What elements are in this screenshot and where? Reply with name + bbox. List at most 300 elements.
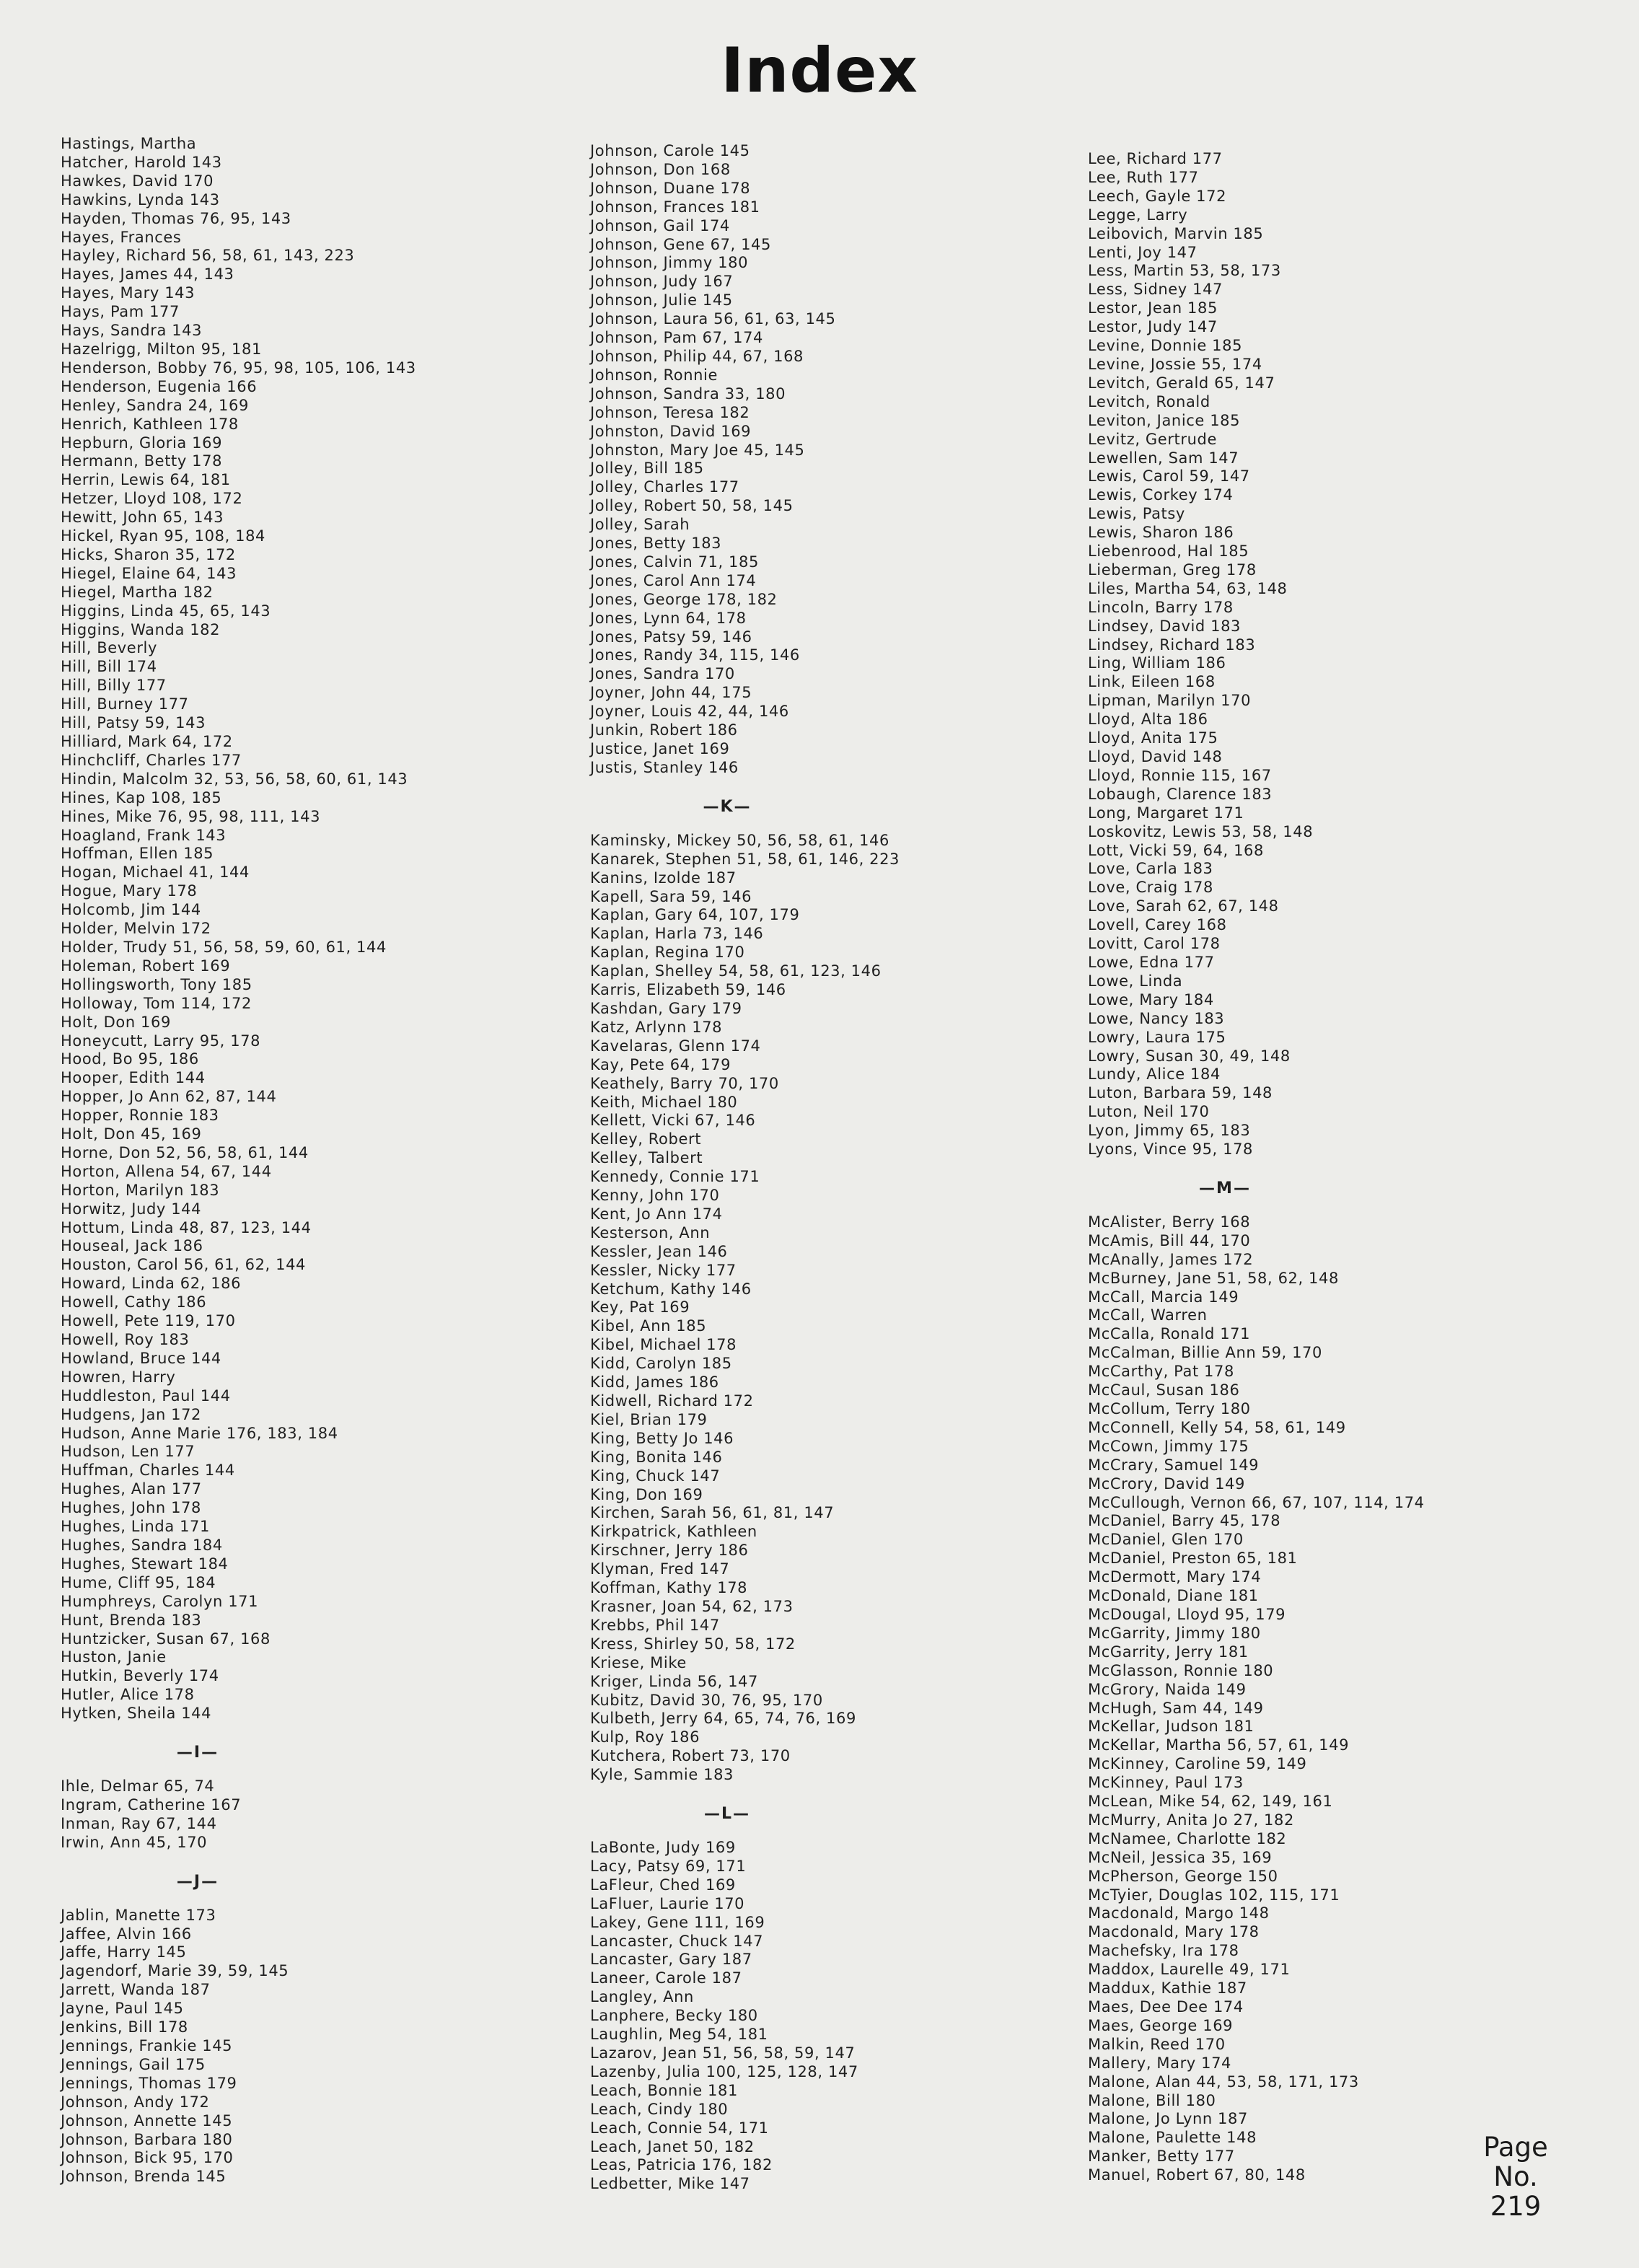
index-entry: McKinney, Caroline 59, 149 [1088,1755,1307,1773]
index-entry: Huffman, Charles 144 [61,1462,235,1480]
index-entry: Lanphere, Becky 180 [590,2007,758,2025]
index-entry: Maes, Dee Dee 174 [1088,1998,1244,2016]
index-entry: Kelley, Robert [590,1130,702,1148]
index-entry: Keathely, Barry 70, 170 [590,1074,779,1092]
page-number-value: 219 [1490,2191,1542,2222]
index-entry: McDermott, Mary 174 [1088,1568,1262,1586]
index-entry: Hetzer, Lloyd 108, 172 [61,490,243,508]
index-entry: Hudgens, Jan 172 [61,1405,202,1423]
index-entry: Lundy, Alice 184 [1088,1065,1221,1084]
index-entry: Lewis, Carol 59, 147 [1088,467,1250,485]
index-entry: Kidd, Carolyn 185 [590,1355,732,1373]
index-entry: Kennedy, Connie 171 [590,1168,760,1186]
index-entry: Jaffe, Harry 145 [61,1943,187,1961]
index-entry: Jolley, Charles 177 [590,478,739,496]
index-entry: Kanarek, Stephen 51, 58, 61, 146, 223 [590,850,900,868]
index-entry: Leech, Gayle 172 [1088,187,1227,205]
index-entry: Klyman, Fred 147 [590,1560,730,1578]
index-entry: Hill, Burney 177 [61,695,189,713]
index-entry: Lieberman, Greg 178 [1088,561,1257,579]
index-entry: Johnson, Gene 67, 145 [590,235,771,253]
index-entry: McHugh, Sam 44, 149 [1088,1699,1264,1717]
index-entry: Hottum, Linda 48, 87, 123, 144 [61,1218,312,1236]
index-entry: Jones, Carol Ann 174 [590,571,757,589]
index-entry: Lovell, Carey 168 [1088,916,1227,934]
index-entry: Hawkins, Lynda 143 [61,190,220,208]
index-entry: Lloyd, Alta 186 [1088,711,1208,729]
index-entry: McCalman, Billie Ann 59, 170 [1088,1344,1322,1362]
index-entry: McCullough, Vernon 66, 67, 107, 114, 174 [1088,1493,1425,1511]
index-entry: Hughes, Stewart 184 [61,1555,229,1573]
index-entry: Lacy, Patsy 69, 171 [590,1857,747,1875]
index-entry: Johnson, Sandra 33, 180 [590,384,786,403]
index-entry: Hayley, Richard 56, 58, 61, 143, 223 [61,247,355,265]
index-entry: Jones, Calvin 71, 185 [590,553,759,571]
index-entry: Key, Pat 169 [590,1298,690,1317]
index-entry: Hines, Mike 76, 95, 98, 111, 143 [61,807,321,825]
index-entry: Lazenby, Julia 100, 125, 128, 147 [590,2062,858,2080]
index-entry: McPherson, George 150 [1088,1867,1278,1885]
index-entry: Hoffman, Ellen 185 [61,845,214,863]
index-entry: Johnson, Julie 145 [590,291,733,309]
index-entry: Horne, Don 52, 56, 58, 61, 144 [61,1143,309,1161]
index-entry: Lancaster, Gary 187 [590,1951,752,1969]
index-entry: Hickel, Ryan 95, 108, 184 [61,527,266,545]
index-entry: Ketchum, Kathy 146 [590,1280,752,1298]
index-entry: Hermann, Betty 178 [61,452,223,470]
index-entry: Maddox, Laurelle 49, 171 [1088,1961,1291,1979]
index-entry: Liles, Martha 54, 63, 148 [1088,579,1288,597]
index-entry: McKellar, Martha 56, 57, 61, 149 [1088,1736,1350,1754]
index-entry: Justis, Stanley 146 [590,758,739,776]
index-entry: Huntzicker, Susan 67, 168 [61,1630,271,1648]
index-entry: Levitch, Gerald 65, 147 [1088,374,1275,392]
index-entry: Lazarov, Jean 51, 56, 58, 59, 147 [590,2044,856,2062]
index-column-1 [61,135,465,2186]
letter-heading: —I— [176,1744,219,1762]
letter-heading: —K— [703,797,752,816]
index-entry: Kay, Pete 64, 179 [590,1055,731,1073]
index-entry: Howell, Cathy 186 [61,1293,207,1311]
index-entry: Kibel, Michael 178 [590,1336,737,1354]
index-entry: Lovitt, Carol 178 [1088,935,1221,953]
index-entry: McCarthy, Pat 178 [1088,1363,1234,1381]
index-entry: Lestor, Judy 147 [1088,318,1218,336]
index-entry: Hazelrigg, Milton 95, 181 [61,340,262,358]
index-entry: Kriger, Linda 56, 147 [590,1672,758,1690]
index-entry: Lancaster, Chuck 147 [590,1932,764,1950]
index-entry: Machefsky, Ira 178 [1088,1942,1239,1960]
index-entry: Luton, Neil 170 [1088,1103,1210,1121]
index-entry: Justice, Janet 169 [590,740,730,757]
index-entry: Lyons, Vince 95, 178 [1088,1140,1253,1159]
index-entry: Johnson, Teresa 182 [590,403,750,421]
index-entry: Jenkins, Bill 178 [61,2018,188,2036]
index-entry: Johnson, Gail 174 [590,216,730,234]
index-entry: Kaplan, Harla 73, 146 [590,925,764,943]
index-entry: Hunt, Brenda 183 [61,1611,202,1629]
index-entry: Lakey, Gene 111, 169 [590,1913,765,1931]
index-entry: Johnston, David 169 [590,422,752,440]
index-entry: Honeycutt, Larry 95, 178 [61,1032,261,1050]
index-entry: Hill, Billy 177 [61,677,167,695]
index-entry: Ledbetter, Mike 147 [590,2175,750,2193]
index-entry: Johnson, Carole 145 [590,142,750,159]
index-entry: Krebbs, Phil 147 [590,1616,720,1634]
index-entry: Macdonald, Margo 148 [1088,1904,1270,1922]
index-entry: Kutchera, Robert 73, 170 [590,1747,791,1765]
index-entry: Hiegel, Elaine 64, 143 [61,564,237,582]
index-entry: Jaffee, Alvin 166 [61,1925,192,1943]
index-entry: Lewellen, Sam 147 [1088,449,1239,467]
index-entry: Jones, George 178, 182 [590,590,778,608]
index-entry: Kibel, Ann 185 [590,1317,707,1335]
index-entry: Lindsey, Richard 183 [1088,636,1256,654]
index-entry: Jolley, Bill 185 [590,460,704,478]
index-entry: Levine, Donnie 185 [1088,337,1243,355]
index-entry: Kidwell, Richard 172 [590,1392,754,1410]
index-entry: Malone, Paulette 148 [1088,2129,1257,2147]
index-entry: Henley, Sandra 24, 169 [61,396,249,414]
index-entry: Holder, Trudy 51, 56, 58, 59, 60, 61, 144 [61,938,387,956]
index-entry: Link, Eileen 168 [1088,673,1216,691]
index-entry: Kriese, Mike [590,1653,687,1671]
index-entry: McTyier, Douglas 102, 115, 171 [1088,1886,1340,1904]
index-entry: Kellett, Vicki 67, 146 [590,1112,756,1130]
index-entry: Ling, William 186 [1088,654,1226,672]
index-entry: McDonald, Diane 181 [1088,1587,1259,1605]
index-entry: Huston, Janie [61,1648,167,1666]
index-entry: LaBonte, Judy 169 [590,1839,736,1857]
index-entry: Hoagland, Frank 143 [61,826,227,844]
index-entry: Jolley, Robert 50, 58, 145 [590,497,794,515]
index-entry: Leach, Connie 54, 171 [590,2119,769,2137]
index-entry: Hawkes, David 170 [61,172,214,190]
index-entry: McConnell, Kelly 54, 58, 61, 149 [1088,1418,1346,1436]
index-entry: Krasner, Joan 54, 62, 173 [590,1597,794,1615]
index-entry: McAnally, James 172 [1088,1250,1254,1268]
index-entry: Hughes, Linda 171 [61,1518,210,1536]
index-entry: Karris, Elizabeth 59, 146 [590,981,786,999]
index-entry: Lowry, Susan 30, 49, 148 [1088,1047,1291,1065]
index-entry: Kaplan, Shelley 54, 58, 61, 123, 146 [590,962,882,980]
index-entry: Lloyd, Anita 175 [1088,729,1218,747]
index-entry: Hines, Kap 108, 185 [61,788,222,806]
index-entry: Hogan, Michael 41, 144 [61,863,250,882]
index-entry: Katz, Arlynn 178 [590,1018,723,1036]
index-entry: Huddleston, Paul 144 [61,1386,231,1405]
index-entry: Kulbeth, Jerry 64, 65, 74, 76, 169 [590,1710,856,1728]
index-entry: Hood, Bo 95, 186 [61,1050,199,1068]
index-column-3 [1088,150,1492,2185]
index-entry: Johnson, Barbara 180 [61,2130,233,2148]
index-entry: Joyner, John 44, 175 [590,684,752,702]
index-entry: Kanins, Izolde 187 [590,869,737,887]
index-entry: Inman, Ray 67, 144 [61,1814,217,1832]
index-entry: Hilliard, Mark 64, 172 [61,733,233,750]
index-entry: Howland, Bruce 144 [61,1349,221,1367]
index-entry: Herrin, Lewis 64, 181 [61,471,231,489]
index-entry: McAmis, Bill 44, 170 [1088,1231,1251,1249]
index-entry: McGarrity, Jimmy 180 [1088,1624,1261,1642]
index-entry: Holcomb, Jim 144 [61,901,201,919]
index-entry: Jablin, Manette 173 [61,1906,216,1924]
index-entry: Hughes, Sandra 184 [61,1536,223,1554]
index-entry: McLean, Mike 54, 62, 149, 161 [1088,1793,1333,1811]
index-entry: Hume, Cliff 95, 184 [61,1573,216,1591]
index-entry: Johnson, Ronnie [590,366,718,384]
index-entry: Hayes, Mary 143 [61,284,195,302]
index-entry: Kaplan, Regina 170 [590,944,745,962]
index-entry: Kubitz, David 30, 76, 95, 170 [590,1691,823,1709]
index-entry: Kavelaras, Glenn 174 [590,1037,761,1055]
index-entry: Hicks, Sharon 35, 172 [61,545,236,563]
index-entry: Hiegel, Martha 182 [61,583,214,601]
index-entry: Leach, Janet 50, 182 [590,2137,755,2155]
index-entry: Lott, Vicki 59, 64, 168 [1088,841,1264,859]
index-entry: McDaniel, Barry 45, 178 [1088,1512,1281,1530]
index-entry: Johnson, Don 168 [590,160,731,178]
index-entry: Hooper, Edith 144 [61,1069,206,1087]
index-entry: Hughes, John 178 [61,1499,201,1517]
index-entry: Lewis, Patsy [1088,505,1185,523]
index-entry: McBurney, Jane 51, 58, 62, 148 [1088,1269,1339,1287]
index-entry: Hopper, Jo Ann 62, 87, 144 [61,1088,277,1106]
index-entry: McNeil, Jessica 35, 169 [1088,1848,1273,1866]
index-entry: Lowe, Edna 177 [1088,953,1215,971]
index-entry: Lewis, Sharon 186 [1088,524,1234,542]
index-entry: Levitch, Ronald [1088,392,1210,410]
index-entry: Laughlin, Meg 54, 181 [590,2026,768,2044]
index-entry: King, Chuck 147 [590,1467,721,1485]
index-entry: Kaplan, Gary 64, 107, 179 [590,906,800,924]
letter-heading: —L— [703,1805,751,1824]
index-entry: Johnson, Bick 95, 170 [61,2149,234,2167]
index-entry: Jennings, Thomas 179 [61,2074,237,2092]
index-entry: Hopper, Ronnie 183 [61,1107,219,1125]
index-entry: Kapell, Sara 59, 146 [590,887,752,905]
index-entry: Kent, Jo Ann 174 [590,1205,723,1223]
index-entry: Jarrett, Wanda 187 [61,1981,211,1999]
index-entry: Hill, Patsy 59, 143 [61,714,206,732]
index-entry: Liebenrood, Hal 185 [1088,542,1249,561]
index-entry: Jones, Sandra 170 [590,665,735,683]
index-entry: Long, Margaret 171 [1088,804,1244,822]
index-entry: Kessler, Nicky 177 [590,1261,737,1279]
index-entry: Kessler, Jean 146 [590,1242,728,1260]
index-entry: Holder, Melvin 172 [61,920,211,938]
index-entry: Jones, Patsy 59, 146 [590,628,752,646]
index-entry: Mallery, Mary 174 [1088,2054,1231,2072]
index-entry: Hollingsworth, Tony 185 [61,975,252,993]
index-entry: Hudson, Anne Marie 176, 183, 184 [61,1424,338,1442]
index-entry: Johnson, Laura 56, 61, 63, 145 [590,310,836,328]
index-entry: Johnson, Jimmy 180 [590,254,749,272]
index-entry: Lincoln, Barry 178 [1088,598,1234,616]
index-entry: Johnson, Andy 172 [61,2093,210,2111]
index-entry: Ingram, Catherine 167 [61,1796,242,1814]
index-entry: Irwin, Ann 45, 170 [61,1833,208,1851]
index-entry: McCaul, Susan 186 [1088,1381,1240,1399]
index-entry: Lobaugh, Clarence 183 [1088,785,1273,803]
index-entry: Laneer, Carole 187 [590,1969,742,1987]
index-entry: Hastings, Martha [61,135,197,152]
index-entry: Hayes, James 44, 143 [61,265,234,284]
index-entry: Hatcher, Harold 143 [61,153,222,171]
index-entry: Love, Craig 178 [1088,879,1213,897]
page-number [1469,2132,1563,2221]
index-entry: Kashdan, Gary 179 [590,999,742,1017]
index-entry: Maddux, Kathie 187 [1088,1979,1247,1997]
index-entry: Hutler, Alice 178 [61,1686,195,1704]
index-entry: Love, Sarah 62, 67, 148 [1088,897,1279,915]
index-entry: Leviton, Janice 185 [1088,411,1241,429]
index-entry: Kirchen, Sarah 56, 61, 81, 147 [590,1504,835,1522]
index-entry: McCall, Warren [1088,1306,1208,1324]
index-entry: Lenti, Joy 147 [1088,243,1198,261]
index-entry: Henderson, Bobby 76, 95, 98, 105, 106, 143 [61,359,416,377]
index-entry: Hayden, Thomas 76, 95, 143 [61,209,291,227]
index-entry: Holt, Don 169 [61,1013,171,1031]
index-entry: Lindsey, David 183 [1088,617,1242,635]
index-entry: McGlasson, Ronnie 180 [1088,1661,1274,1679]
index-entry: King, Bonita 146 [590,1448,723,1466]
index-entry: Levine, Jossie 55, 174 [1088,355,1262,373]
index-entry: Hogue, Mary 178 [61,882,198,900]
index-entry: Jagendorf, Marie 39, 59, 145 [61,1962,289,1980]
index-entry: Luton, Barbara 59, 148 [1088,1084,1273,1102]
index-entry: Jayne, Paul 145 [61,2000,184,2018]
index-entry: Lowe, Mary 184 [1088,990,1214,1008]
index-entry: Lee, Ruth 177 [1088,168,1199,186]
index-entry: Lee, Richard 177 [1088,150,1223,167]
index-entry: Love, Carla 183 [1088,860,1213,878]
index-entry: Hepburn, Gloria 169 [61,434,223,452]
index-entry: Malone, Jo Lynn 187 [1088,2110,1248,2128]
index-entry: Lloyd, Ronnie 115, 167 [1088,766,1272,784]
letter-heading: —J— [176,1872,219,1891]
index-entry: Kidd, James 186 [590,1373,719,1392]
index-entry: McNamee, Charlotte 182 [1088,1829,1287,1847]
index-entry: McGarrity, Jerry 181 [1088,1643,1249,1661]
index-entry: Hindin, Malcolm 32, 53, 56, 58, 60, 61, 143 [61,770,408,788]
index-entry: Hughes, Alan 177 [61,1480,202,1498]
index-entry: Hays, Sandra 143 [61,322,203,340]
index-entry: McCown, Jimmy 175 [1088,1437,1249,1455]
index-entry: Holt, Don 45, 169 [61,1125,202,1143]
index-entry: Johnson, Frances 181 [590,198,760,216]
index-entry: Holloway, Tom 114, 172 [61,994,252,1012]
index-entry: Higgins, Linda 45, 65, 143 [61,602,271,620]
index-entry: King, Don 169 [590,1485,703,1503]
page-number-label: Page [1483,2132,1548,2163]
index-entry: Horton, Allena 54, 67, 144 [61,1162,272,1180]
index-entry: McKinney, Paul 173 [1088,1774,1244,1792]
index-entry: Johnson, Philip 44, 67, 168 [590,347,804,365]
page-title: Index [721,35,918,107]
index-entry: Horwitz, Judy 144 [61,1200,202,1218]
index-entry: Koffman, Kathy 178 [590,1579,748,1597]
index-entry: Lyon, Jimmy 65, 183 [1088,1122,1251,1140]
index-entry: McDougal, Lloyd 95, 179 [1088,1605,1286,1623]
index-entry: Jolley, Sarah [590,516,690,534]
index-entry: Henrich, Kathleen 178 [61,415,239,433]
index-entry: Hudson, Len 177 [61,1443,195,1461]
index-entry: Malone, Bill 180 [1088,2091,1216,2109]
index-entry: Kirkpatrick, Kathleen [590,1523,757,1541]
index-entry: Legge, Larry [1088,206,1188,224]
index-entry: Howard, Linda 62, 186 [61,1275,242,1293]
index-entry: Hinchcliff, Charles 177 [61,751,242,769]
index-entry: Hayes, Frances [61,228,182,246]
index-entry: Hill, Beverly [61,639,158,657]
index-entry: Hill, Bill 174 [61,658,157,676]
index-entry: Jones, Randy 34, 115, 146 [590,646,800,664]
index-entry: Hytken, Sheila 144 [61,1705,212,1723]
index-entry: Hutkin, Beverly 174 [61,1667,219,1685]
index-entry: Henderson, Eugenia 166 [61,377,258,395]
index-entry: Houseal, Jack 186 [61,1237,203,1255]
index-entry: Johnson, Pam 67, 174 [590,329,763,347]
index-entry: Kulp, Roy 186 [590,1728,700,1746]
index-entry: Holeman, Robert 169 [61,957,231,975]
index-entry: Macdonald, Mary 178 [1088,1923,1260,1941]
index-entry: Lloyd, David 148 [1088,748,1223,765]
index-entry: Kesterson, Ann [590,1223,711,1241]
index-entry: LaFleur, Ched 169 [590,1876,736,1894]
index-entry: Joyner, Louis 42, 44, 146 [590,703,789,721]
index-entry: Lowry, Laura 175 [1088,1028,1226,1046]
index-entry: Lewis, Corkey 174 [1088,486,1234,504]
index-entry: Howren, Harry [61,1368,176,1386]
index-entry: Lestor, Jean 185 [1088,299,1218,317]
index-column-2 [590,142,994,2194]
index-entry: Lowe, Nancy 183 [1088,1009,1225,1027]
index-entry: Maes, George 169 [1088,2016,1234,2034]
page-number-abbrev: No. [1493,2161,1538,2192]
index-entry: McKellar, Judson 181 [1088,1718,1254,1736]
index-entry: Kenny, John 170 [590,1187,720,1205]
index-entry: Hewitt, John 65, 143 [61,509,224,527]
index-entry: Leach, Cindy 180 [590,2100,729,2118]
index-entry: McCollum, Terry 180 [1088,1400,1251,1418]
index-entry: McCall, Marcia 149 [1088,1288,1239,1306]
index-entry: McCalla, Ronald 171 [1088,1325,1251,1343]
index-entry: Junkin, Robert 186 [590,721,738,739]
index-entry: Jennings, Gail 175 [61,2055,206,2073]
index-entry: Humphreys, Carolyn 171 [61,1592,259,1610]
index-entry: Jones, Betty 183 [590,535,722,553]
index-entry: Leibovich, Marvin 185 [1088,224,1264,242]
index-entry: Langley, Ann [590,1988,694,2006]
index-entry: LaFluer, Laurie 170 [590,1894,745,1912]
index-entry: McCrary, Samuel 149 [1088,1456,1260,1474]
index-entry: Howell, Pete 119, 170 [61,1312,236,1330]
index-entry: Kiel, Brian 179 [590,1410,708,1428]
index-entry: McGrory, Naida 149 [1088,1680,1247,1698]
index-entry: Jennings, Frankie 145 [61,2037,233,2054]
index-entry: Manuel, Robert 67, 80, 148 [1088,2166,1306,2184]
index-entry: Houston, Carol 56, 61, 62, 144 [61,1256,306,1274]
index-entry: Johnston, Mary Joe 45, 145 [590,441,805,459]
index-entry: Howell, Roy 183 [61,1331,190,1348]
index-entry: Malone, Alan 44, 53, 58, 171, 173 [1088,2073,1359,2091]
index-entry: Loskovitz, Lewis 53, 58, 148 [1088,822,1314,840]
index-entry: Johnson, Judy 167 [590,273,734,291]
index-entry: Kaminsky, Mickey 50, 56, 58, 61, 146 [590,831,889,849]
index-entry: Manker, Betty 177 [1088,2148,1235,2166]
index-entry: Kyle, Sammie 183 [590,1766,734,1784]
